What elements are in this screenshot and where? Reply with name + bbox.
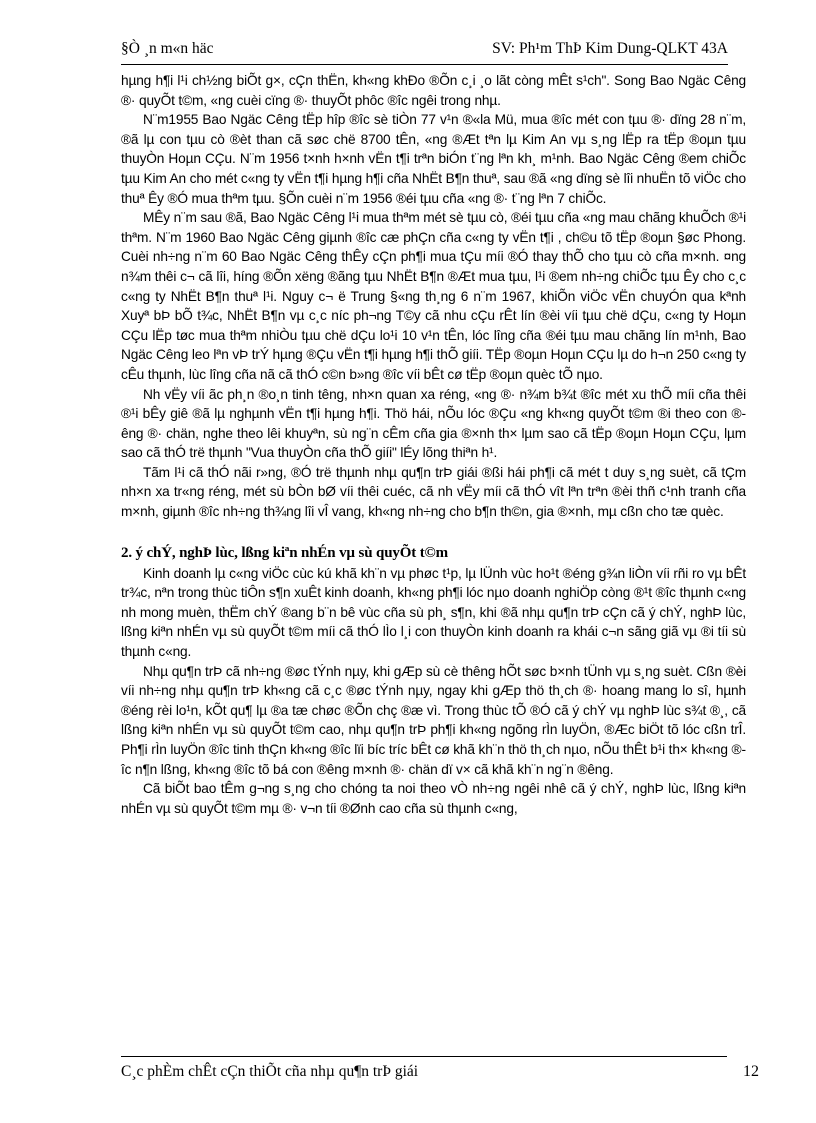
footer-document-title: C¸c phÈm chÊt cÇn thiÕt cña nhµ qu¶n trÞ giái	[121, 1063, 419, 1080]
page-number: 12	[743, 1063, 759, 1080]
footer-divider	[121, 1056, 727, 1057]
paragraph: MÊy n¨m sau ®ã, Bao Ngäc Cêng l¹i mua thªm mét sè tµu cò, ®éi tµu cña «ng mau chãng khuÕch ®¹i thªm. N¨m 1960 Bao Ngäc Cêng giµnh ®îc cæ phÇn cña c«ng ty vËn t¶i , ch©u tõ tËp ®oµn §øc Phong. Cuèi nh÷ng n¨m 60 Bao Ngäc Cêng thÊy cÇn ph¶i mua tÇu míi ®Ó thay thÕ cho tµu cò cña m×nh. ¤ng n¾m thêi c¬ cã lîi, híng ®Õn xëng ®ãng tµu NhËt B¶n ®Æt mua tµu, l¹i ®em nh÷ng chiÕc tµu Êy cho c¸c c«ng ty NhËt B¶n thuª l¹i. Nguy c¬ ë Trung §«ng th¸ng 6 n¨m 1967, khiÕn viÖc vËn chuyÓn qua kªnh Xuyª bÞ bÕ t¾c, NhËt B¶n vµ c¸c níc ph¬ng T©y cã nhu cÇu rÊt lín ®èi víi tµu chë dÇu, c«ng ty Hoµn CÇu lËp tøc mua thªm nhiÒu tµu chë dÇu lo¹i 10 v¹n tÊn, lóc lîng cña ®éi tµu mau chãng lín m¹nh, Bao Ngäc Cêng leo lªn vÞ trÝ hµng ®Çu vËn t¶i hµng h¶i thÕ giíi. TËp ®oµn Hoµn CÇu lµ do h¬n 250 c«ng ty cÊu thµnh, lùc lîng cña nã cã thÓ c©n b»ng ®îc víi bÊt cø tËp ®oµn quèc tÕ nµo.	[121, 210, 747, 382]
document-body	[121, 71, 746, 818]
section-heading: 2. ý chÝ, nghÞ lùc, lßng kiªn nhÉn vµ sù quyÕt t©m	[121, 544, 448, 561]
paragraph: Nhµ qu¶n trÞ cã nh÷ng ®øc tÝnh nµy, khi gÆp sù cè thêng hÕt søc b×nh tÜnh vµ s¸ng suèt. Cßn ®èi víi nh÷ng nhµ qu¶n trÞ kh«ng cã c¸c ®øc tÝnh nµy, ngay khi gÆp thö th¸ch ®· hoang mang lo sî, hµnh ®éng rèi lo¹n, kÕt qu¶ lµ ®a tæ chøc ®Õn chç ®æ vì. Trong thùc tÕ ®Ó cã ý chÝ vµ nghÞ lùc s¾t ®¸, cã lßng kiªn nhÉn vµ sù quyÕt t©m cao, nhµ qu¶n trÞ ph¶i kh«ng ngõng rÌn luyÖn, ®Æc biÖt tõ lóc cßn trÎ. Ph¶i rÌn luyÖn ®îc tinh thÇn kh«ng ®îc lïi bíc tríc bÊt cø khã kh¨n thö th¸ch nµo, nÕu thÊt b¹i th× kh«ng ®îc n¶n lßng, kh«ng ®îc tõ bá con ®êng m×nh ®· chän dï v× cã khã kh¨n ng¨n ®êng.	[121, 663, 746, 777]
paragraph: hµng h¶i l¹i ch½ng biÕt g×, cÇn thËn, kh«ng khÐo ®Õn c¸i ¸o lãt còng mÊt s¹ch". Song Bao Ngäc Cêng ®· quyÕt t©m, «ng cuèi cïng ®· thuyÕt phôc ®îc ngêi trong nhµ.	[121, 73, 746, 108]
paragraph: Cã biÕt bao tÊm g¬ng s¸ng cho chóng ta noi theo vÒ nh÷ng ngêi nhê cã ý chÝ, nghÞ lùc, lßng kiªn nhÉn vµ sù quyÕt t©m mµ ®· v¬n tíi ®Ønh cao cña sù thµnh c«ng,	[121, 781, 746, 816]
paragraph: Nh vËy víi ãc ph¸n ®o¸n tinh têng, nh×n quan xa réng, «ng ®· n¾m b¾t ®îc mét xu thÕ míi cña thêi ®¹i bÊy giê ®ã lµ nghµnh vËn t¶i hµng h¶i. Thö hái, nÕu lóc ®Çu «ng kh«ng quyÕt t©m ®i theo con ®êng ®· chän, nghe theo lêi khuyªn, sù ng¨n cÊm cña gia ®×nh th× lµm sao cã tËp ®oµn Hoµn CÇu, lµm sao cã thÓ trë thµnh "Vua thuyÒn cña thÕ giíi" lÉy lõng thiªn h¹.	[121, 386, 746, 461]
paragraph: Kinh doanh lµ c«ng viÖc cùc kú khã kh¨n vµ phøc t¹p, lµ lÜnh vùc ho¹t ®éng g¾n liÒn víi rñi ro vµ bÊt tr¾c, nªn trong thùc tiÔn s¶n xuÊt kinh doanh, kh«ng ph¶i lóc nµo doanh nghiÖp còng ®¹t ®îc thµnh c«ng nh mong muèn, thËm chÝ ®ang b¨n bê vùc cña sù ph¸ s¶n, khi ®ã nhµ qu¶n trÞ cÇn cã ý chÝ, nghÞ lùc, lßng kiªn nhÉn vµ sù quyÕt t©m míi cã thÓ lÌo l¸i con thuyÒn kinh doanh ra khái c¬n sãng giã vµ ®i tíi sù thµnh c«ng.	[121, 565, 746, 660]
page-header	[121, 40, 728, 65]
header-course-title: §Ò ¸n m«n häc	[121, 40, 214, 57]
paragraph: N¨m1955 Bao Ngäc Cêng tËp hîp ®îc sè tiÒn 77 v¹n ®«la Mü, mua ®îc mét con tµu ®· dïng 28 n¨m, ®ã lµ con tµu cò ®èt than cã søc chë 8700 tÊn, «ng ®Æt tªn lµ Kim An vµ s¸ng lËp ra tËp ®oµn tµu thuyÒn Hoµn CÇu. N¨m 1956 t×nh h×nh vËn t¶i trªn biÓn t¨ng lªn kh¸ m¹nh. Bao Ngäc Cêng ®em chiÕc tµu Kim An cho mét c«ng ty vËn t¶i hµng h¶i cña NhËt B¶n thuª, sau ®ã «ng dïng sè lîi nhuËn tõ viÖc cho thuª Êy ®Ó mua thªm tµu. §Õn cuèi n¨m 1956 ®éi tµu cña «ng ®· t¨ng lªn 7 chiÕc.	[121, 112, 746, 206]
header-student-info: SV: Ph¹m ThÞ Kim Dung-QLKT 43A	[492, 40, 728, 57]
paragraph: Tãm l¹i cã thÓ nãi r»ng, ®Ó trë thµnh nhµ qu¶n trÞ giái ®ßi hái ph¶i cã mét t duy s¸ng suèt, cã tÇm nh×n xa tr«ng réng, mét sù bÒn bØ víi thêi cuéc, cã nh vËy míi cã thÓ vît lªn trªn ®èi thñ c¹nh tranh cña m×nh, giµnh ®îc nh÷ng th¾ng lîi vÎ vang, kh«ng nh÷ng cho b¶n th©n, gia ®×nh, mµ cßn cho tæ quèc.	[121, 464, 746, 520]
